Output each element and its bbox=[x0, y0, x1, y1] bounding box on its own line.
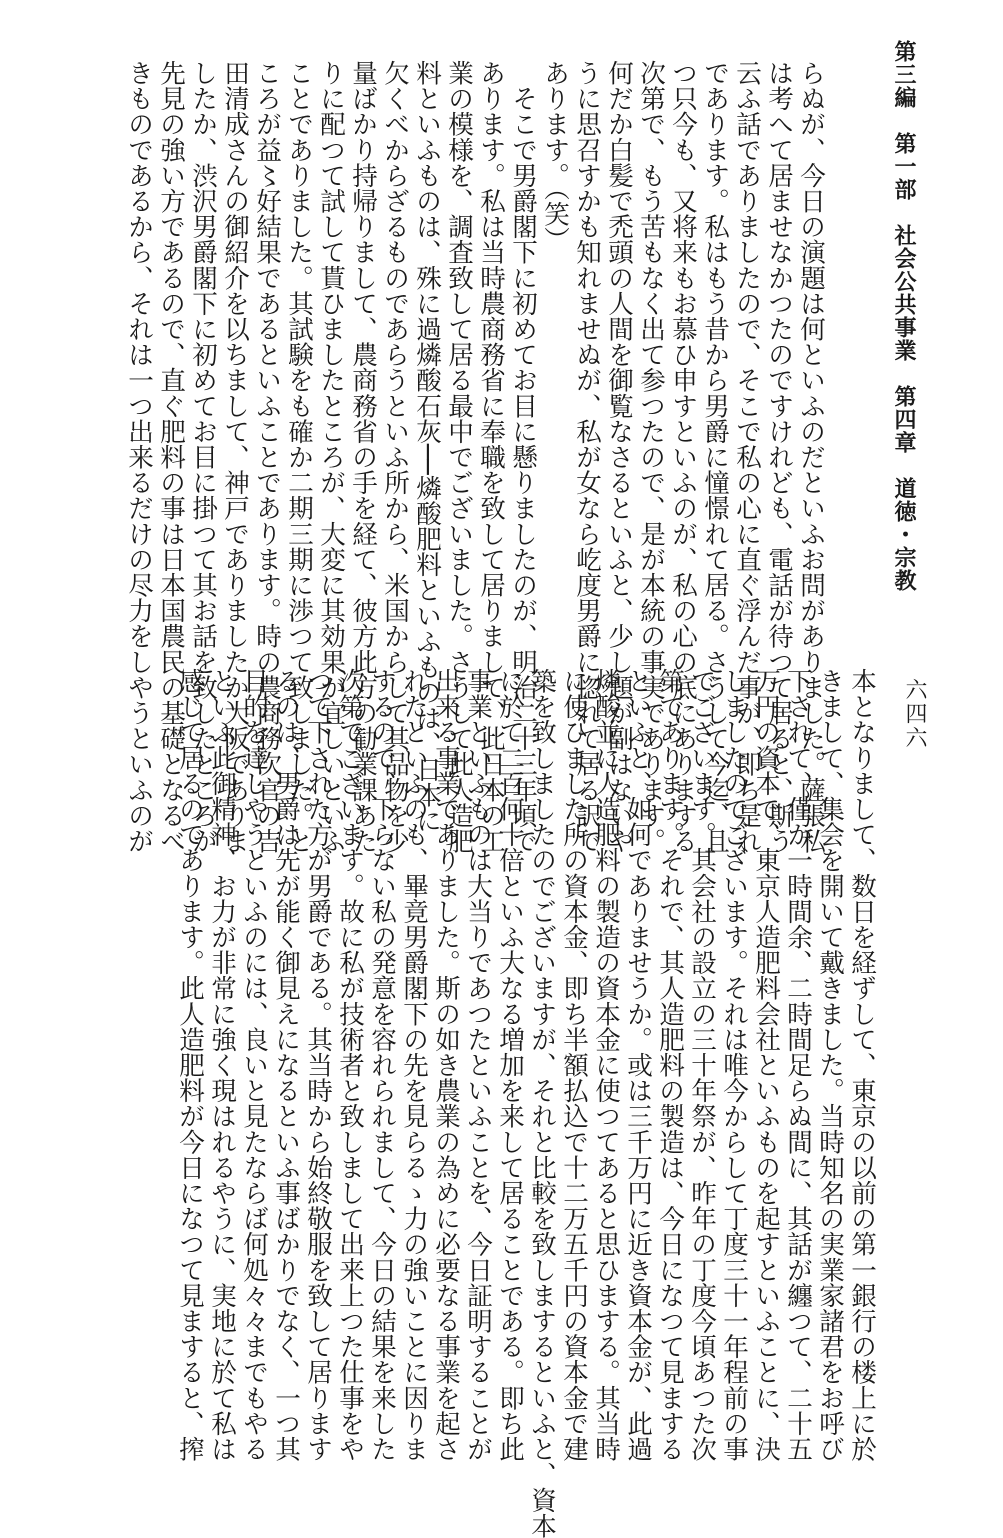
text-column: 第であります。それで、其人造肥料の製造は、今日になつて見まする bbox=[655, 668, 685, 1462]
text-column: 事業といふものは大当りであつたといふことを、今日証明することが bbox=[463, 668, 493, 1462]
text-column: ころが益〻好結果であるといふことであります。時の農商務次官の吉 bbox=[252, 60, 282, 854]
text-column: そこで男爵閣下に初めてお目に懸りましたのが、明治二十三年頃で bbox=[508, 60, 538, 854]
text-column: でございます。其会社の設立の三十年祭が、昨年の丁度今頃あつた次 bbox=[687, 668, 717, 1462]
text-column: 欠くべからざるものであらうといふ所から、米国からして其品物を少 bbox=[380, 60, 410, 854]
text-column: らぬが、今日の演題は何といふのだといふお問がありました。薩張私 bbox=[796, 60, 826, 854]
text-column: あります。私は当時農商務省に奉職を致して居りまして、此日本の工 bbox=[476, 60, 506, 854]
text-column: に使ひました所の資本金、即ち半額払込で十二万五千円の資本金で建 bbox=[559, 668, 589, 1462]
text-column: 万円の資本で、東京人造肥料会社といふものを起すといふことに、決 bbox=[751, 668, 781, 1462]
text-column: 料といふものは、殊に過燐酸石灰──燐酸肥料といふものは、日本に bbox=[412, 60, 442, 834]
text-column: 何だか白髪で禿頭の人間を御覧なさるといふと、少し題が副はないや bbox=[604, 60, 634, 854]
page-number: 六四六 bbox=[902, 678, 927, 750]
text-column: 出来る事業でありました。斯の如き農業の為めに必要なる事業を起さ bbox=[431, 668, 461, 1462]
text-column: つて下された方が男爵である。其当時から始終敬服を致して居ります bbox=[303, 668, 333, 1462]
text-column: 下されて、僅か一時間余、二時間足らぬ間に、其話が纏つて、二十五 bbox=[783, 668, 813, 1462]
text-column: 田清成さんの御紹介を以ちまして、神戸でありましたか大阪でありま bbox=[220, 60, 250, 854]
text-column: であります。私はもう昔から男爵に憧憬れて居る。さうして今迄、且 bbox=[700, 60, 730, 854]
text-column: 次第でございます。故に私が技術者と致しまして出来上つた仕事をや bbox=[335, 668, 365, 1462]
text-column: きものであるから、それは一つ出来るだけの尽力をしやうといふのが bbox=[124, 60, 154, 854]
text-column: 本となりまして、数日を経ずして、東京の以前の第一銀行の楼上に於 bbox=[847, 668, 877, 1462]
text-column: といふ此御精神、お力が非常に強く現はれるやうに、実地に於て私は bbox=[207, 668, 237, 1462]
text-column: したか、渋沢男爵閣下に初めてお目に掛つて其お話を致したところが bbox=[188, 60, 218, 854]
text-column: しましたのでございます。それは唯今からして丁度三十一年程前の事 bbox=[719, 668, 749, 1462]
text-block-lower bbox=[73, 668, 878, 1538]
text-column: 量ばかり持帰りまして、農商務省の手を経て、彼方此方の勧業課あた bbox=[348, 60, 378, 854]
running-head: 第三編 第一部 社会公共事業 第四章 道徳・宗教 bbox=[891, 40, 917, 592]
text-column: するので、下らない私の発意を容れられまして、今日の結果を来した bbox=[367, 668, 397, 1462]
text-column: つ只今も、又将来もお慕ひ申すといふのが、私の心の底にありまする bbox=[668, 60, 698, 854]
text-column: といふと、如何でありませうか。或は三千万円に近き資本金が、此過 bbox=[623, 668, 653, 1462]
text-column: あります。（笑） bbox=[540, 60, 570, 252]
text-column: 燐酸並に人造肥料の製造の資本金に使つてあると思ひまする。其当時 bbox=[591, 668, 621, 1462]
text-column: うに思召すかも知れませぬが、私が女なら屹度男爵に惚れて居る訳で bbox=[572, 60, 602, 854]
text-column: りに配つて試して貰ひましたところが、大変に其効果が宜しいといふ bbox=[316, 60, 346, 854]
text-column: 業の模様を、調査致して居る最中でございました。さうして此人造肥 bbox=[444, 60, 474, 854]
text-column: 築を致しましたのでございますが、それと比較を致しまするといふと、資本 bbox=[527, 668, 557, 1538]
text-column: きまして、集会を開いて戴きました。当時知名の実業家諸君をお呼び bbox=[815, 668, 845, 1462]
text-column: 次第で、もう苦もなく出て参つたので、是が本統の事実であります。 bbox=[636, 60, 666, 854]
text-column: 云ふ話でありましたので、そこで私の心に直ぐ浮んだ事が、即ち是れ bbox=[732, 60, 762, 854]
text-column: は考へて居ませなかつたのですけれども、電話が待つて居ると、斯う bbox=[764, 60, 794, 854]
text-block-upper bbox=[124, 60, 827, 854]
text-column: 感じて居るのであります。此人造肥料が今日になつて見ますると、搾 bbox=[175, 668, 205, 1462]
text-column: れたといふのも、畢竟男爵閣下の先を見らるゝ力の強いことに因りま bbox=[399, 668, 429, 1462]
text-column: るのは、男爵は先が能く御見えになるといふ事ばかりでなく、一つ其 bbox=[271, 668, 301, 1462]
text-column: ことでありました。其試験をも確か二期三期に渉つて致しました。と bbox=[284, 60, 314, 854]
text-column: 先見の強い方であるので、直ぐ肥料の事は日本国農民の基礎となるべ bbox=[156, 60, 186, 854]
text-column: に於て二百何十倍といふ大なる増加を来して居ることである。即ち此 bbox=[495, 668, 525, 1462]
text-column: 目的を達しやうといふのには、良いと見たならば何処々々までもやる bbox=[239, 668, 269, 1462]
